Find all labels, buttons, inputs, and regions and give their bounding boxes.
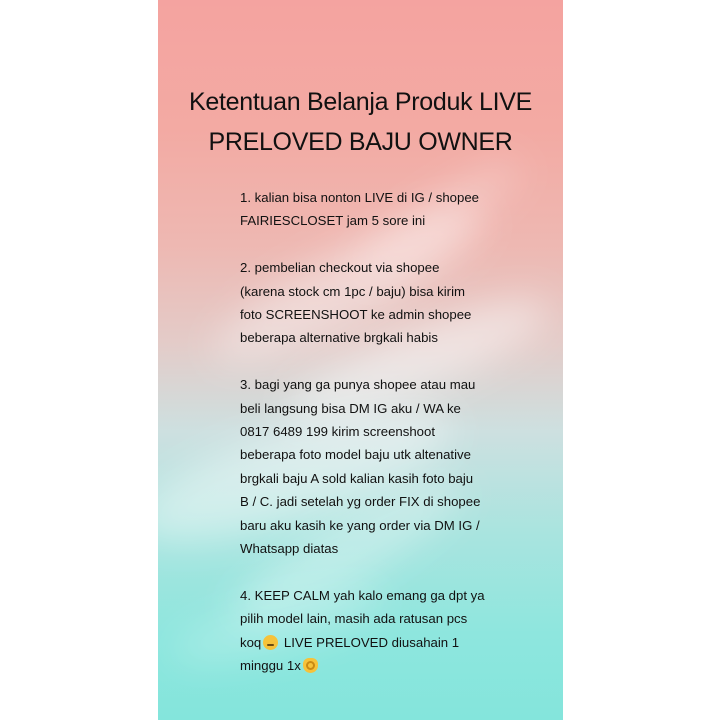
- rule-item-3: [240, 373, 540, 560]
- rule-text: LIVE PRELOVED diusahain 1: [280, 634, 460, 650]
- rules-list: [240, 186, 540, 701]
- title-line-2: PRELOVED BAJU OWNER: [208, 128, 513, 156]
- rule-line: pilih model lain, masih ada ratusan pcs: [240, 611, 468, 627]
- smirking-face-icon: [263, 635, 278, 650]
- story-title: [158, 82, 563, 162]
- rule-line: brgkali baju A sold kalian kasih foto baju: [240, 470, 474, 486]
- rule-line: 1. kalian bisa nonton LIVE di IG / shopee: [240, 190, 479, 205]
- rule-line: 0817 6489 199 kirim screenshoot: [240, 424, 436, 440]
- rule-item-2: [240, 256, 540, 350]
- rule-line: (karena stock cm 1pc / baju) bisa kirim: [240, 283, 465, 299]
- rule-line-with-emoji: [240, 631, 540, 654]
- story-card: [158, 0, 563, 720]
- rule-line: foto SCREENSHOOT ke admin shopee: [240, 307, 472, 323]
- rule-text: koq: [240, 634, 262, 650]
- rule-line: 2. pembelian checkout via shopee: [240, 260, 440, 276]
- rule-item-1: [240, 186, 540, 233]
- rule-line: 4. KEEP CALM yah kalo emang ga dpt ya: [240, 587, 485, 603]
- ok-hand-icon: [303, 658, 318, 673]
- rule-line: Whatsapp diatas: [240, 541, 339, 557]
- rule-line: beberapa alternative brgkali habis: [240, 330, 438, 346]
- rule-line: B / C. jadi setelah yg order FIX di shopee: [240, 494, 481, 510]
- rule-line: beli langsung bisa DM IG aku / WA ke: [240, 400, 461, 416]
- rule-line: 3. bagi yang ga punya shopee atau mau: [240, 377, 476, 393]
- rule-line-with-emoji: [240, 654, 540, 677]
- rule-text: minggu 1x: [240, 658, 301, 674]
- rule-line: FAIRIESCLOSET jam 5 sore ini: [240, 213, 426, 229]
- rule-line: beberapa foto model baju utk altenative: [240, 447, 471, 463]
- title-line-1: Ketentuan Belanja Produk LIVE: [189, 88, 532, 116]
- rule-item-4: [240, 584, 540, 678]
- rule-line: baru aku kasih ke yang order via DM IG /: [240, 517, 480, 533]
